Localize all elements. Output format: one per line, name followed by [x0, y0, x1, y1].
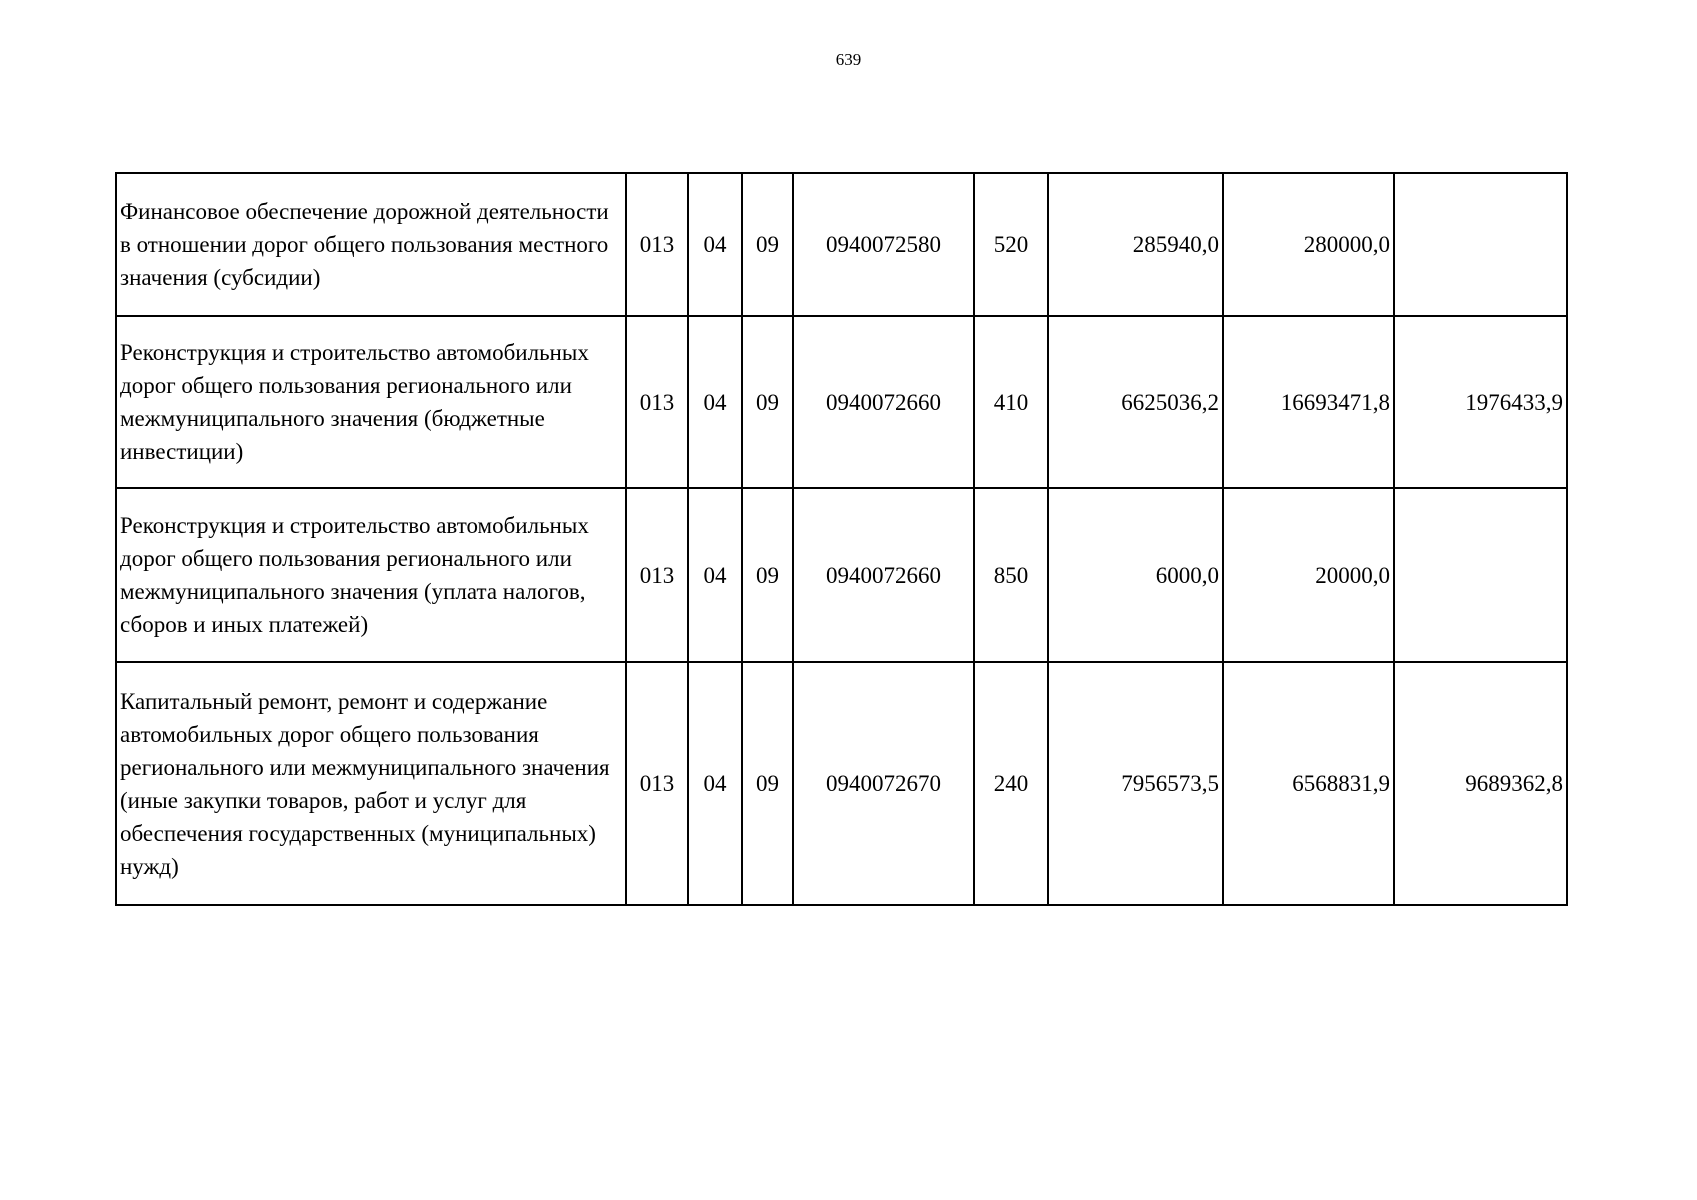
cell-rz: 04 — [688, 662, 742, 905]
cell-sum-2: 20000,0 — [1223, 488, 1394, 662]
cell-sum-3 — [1394, 173, 1567, 316]
table-row — [116, 488, 1567, 662]
cell-pr: 09 — [742, 173, 793, 316]
cell-rz: 04 — [688, 316, 742, 488]
cell-vr: 240 — [974, 662, 1048, 905]
cell-sum-3 — [1394, 488, 1567, 662]
cell-sum-1: 7956573,5 — [1048, 662, 1223, 905]
cell-pr: 09 — [742, 662, 793, 905]
cell-vr: 850 — [974, 488, 1048, 662]
row-description: Финансовое обеспечение дорожной деятельности в отношении дорог общего пользования местного значения (субсидии) — [116, 173, 626, 316]
cell-vr: 520 — [974, 173, 1048, 316]
table-row — [116, 173, 1567, 316]
cell-pr: 09 — [742, 316, 793, 488]
row-description: Реконструкция и строительство автомобильных дорог общего пользования регионального или межмуниципального значения (уплата налогов, сборов и иных платежей) — [116, 488, 626, 662]
cell-gr: 013 — [626, 316, 688, 488]
cell-sum-2: 280000,0 — [1223, 173, 1394, 316]
cell-sum-3: 1976433,9 — [1394, 316, 1567, 488]
row-description: Капитальный ремонт, ремонт и содержание автомобильных дорог общего пользования регионального или межмуниципального значения (иные закупки товаров, работ и услуг для обеспечения государственных (муниципальных) нужд) — [116, 662, 626, 905]
cell-csr: 0940072660 — [793, 488, 974, 662]
table-row — [116, 662, 1567, 905]
budget-table — [115, 172, 1568, 906]
cell-sum-2: 6568831,9 — [1223, 662, 1394, 905]
cell-vr: 410 — [974, 316, 1048, 488]
row-description: Реконструкция и строительство автомобильных дорог общего пользования регионального или межмуниципального значения (бюджетные инвестиции) — [116, 316, 626, 488]
cell-sum-3: 9689362,8 — [1394, 662, 1567, 905]
cell-csr: 0940072670 — [793, 662, 974, 905]
cell-pr: 09 — [742, 488, 793, 662]
table-row — [116, 316, 1567, 488]
cell-rz: 04 — [688, 173, 742, 316]
cell-csr: 0940072580 — [793, 173, 974, 316]
cell-gr: 013 — [626, 173, 688, 316]
cell-gr: 013 — [626, 662, 688, 905]
cell-sum-1: 6625036,2 — [1048, 316, 1223, 488]
cell-rz: 04 — [688, 488, 742, 662]
cell-sum-1: 6000,0 — [1048, 488, 1223, 662]
cell-sum-2: 16693471,8 — [1223, 316, 1394, 488]
cell-gr: 013 — [626, 488, 688, 662]
page-number: 639 — [835, 50, 862, 69]
cell-sum-1: 285940,0 — [1048, 173, 1223, 316]
cell-csr: 0940072660 — [793, 316, 974, 488]
